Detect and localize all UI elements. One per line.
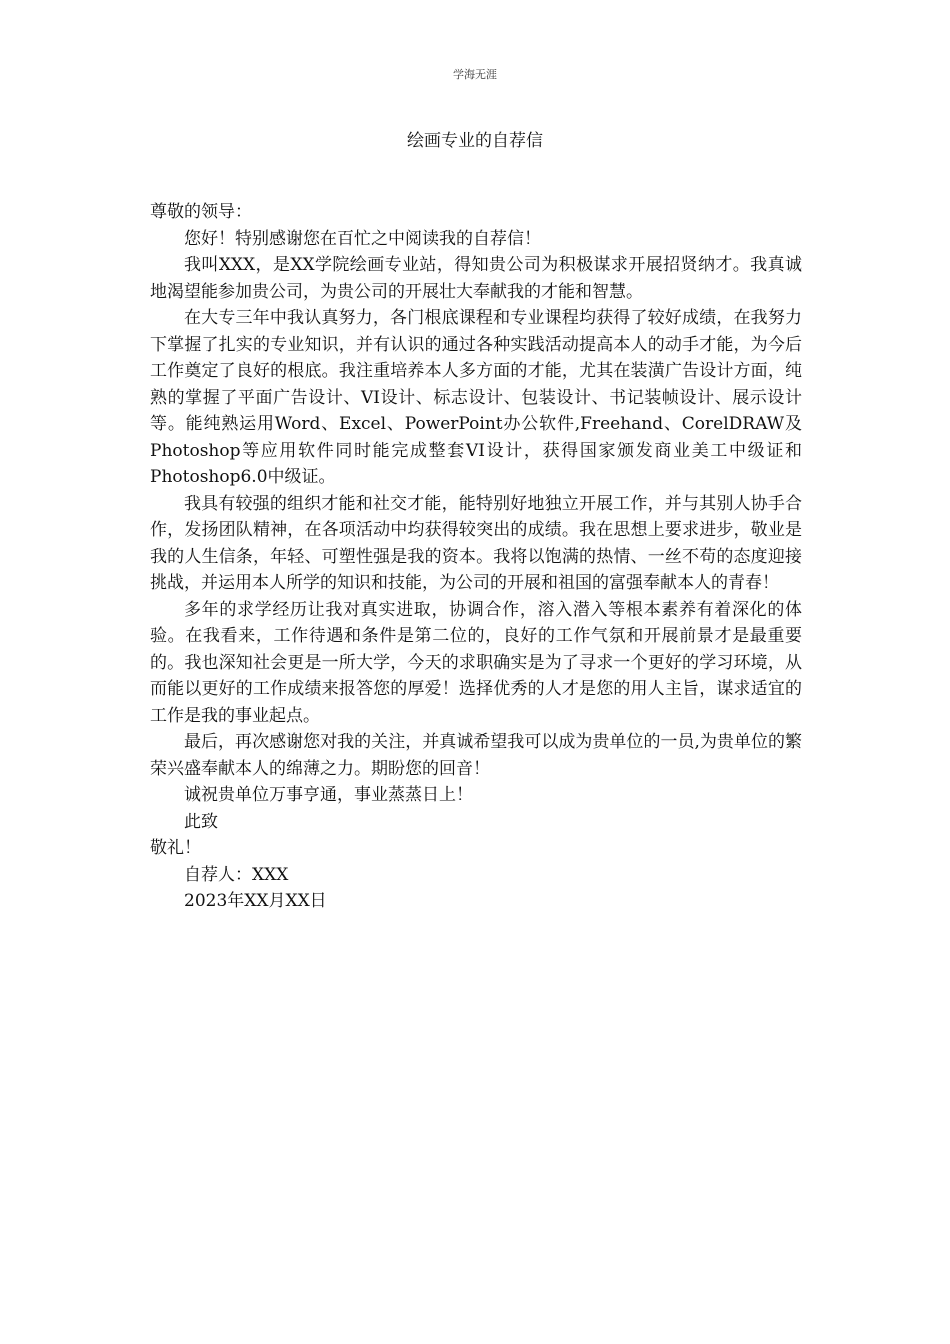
paragraph-abilities: 我具有较强的组织才能和社交才能，能特别好地独立开展工作，并与其别人协手合作，发扬团队精神，在各项活动中均获得较突出的成绩。我在思想上要求进步，敬业是我的人生信条，年轻、可塑性强是我的资本。我将以饱满的热情、一丝不苟的态度迎接挑战，并运用本人所学的知识和技能，为公司的开展和祖国的富强奉献本人的青春！	[150, 493, 802, 593]
salutation: 尊敬的领导：	[150, 202, 252, 222]
letter-body	[150, 199, 802, 915]
paragraph-wishes: 诚祝贵单位万事亨通，事业蒸蒸日上！	[184, 785, 473, 805]
signer: 自荐人：XXX	[184, 864, 289, 885]
page-header: 学海无涯	[453, 68, 497, 81]
paragraph-greeting: 您好！特别感谢您在百忙之中阅读我的自荐信！	[184, 228, 541, 249]
paragraph-thanks: 最后，再次感谢您对我的关注，并真诚希望我可以成为贵单位的一员,为贵单位的繁荣兴盛奉献本人的绵薄之力。期盼您的回音！	[150, 732, 802, 779]
date: 2023年XX月XX日	[184, 891, 327, 911]
paragraph-introduction: 我叫XXX，是XX学院绘画专业站，得知贵公司为积极谋求开展招贤纳才。我真诚地渴望能参加贵公司，为贵公司的开展壮大奉献我的才能和智慧。	[150, 255, 802, 302]
closing-line-2: 敬礼！	[150, 838, 201, 858]
document-title: 绘画专业的自荐信	[407, 131, 543, 151]
closing-line-1: 此致	[184, 811, 218, 832]
paragraph-education: 在大专三年中我认真努力，各门根底课程和专业课程均获得了较好成绩，在我努力下掌握了扎实的专业知识，并有认识的通过各种实践活动提高本人的动手才能，为今后工作奠定了良好的根底。我注重培养本人多方面的才能，尤其在装潢广告设计方面，纯熟的掌握了平面广告设计、VI设计、标志设计、包装设计、书记装帧设计、展示设计等。能纯熟运用Word、Excel、PowerPoint办公软件,Freehand、CorelDRAW及Photoshop等应用软件同时能完成整套VI设计，获得国家颁发商业美工中级证和Photoshop6.0中级证。	[150, 308, 802, 487]
paragraph-experience: 多年的求学经历让我对真实进取，协调合作，溶入潜入等根本素养有着深化的体验。在我看来，工作待遇和条件是第二位的，良好的工作气氛和开展前景才是最重要的。我也深知社会更是一所大学，今天的求职确实是为了寻求一个更好的学习环境，从而能以更好的工作成绩来报答您的厚爱！选择优秀的人才是您的用人主旨，谋求适宜的工作是我的事业起点。	[150, 599, 802, 726]
